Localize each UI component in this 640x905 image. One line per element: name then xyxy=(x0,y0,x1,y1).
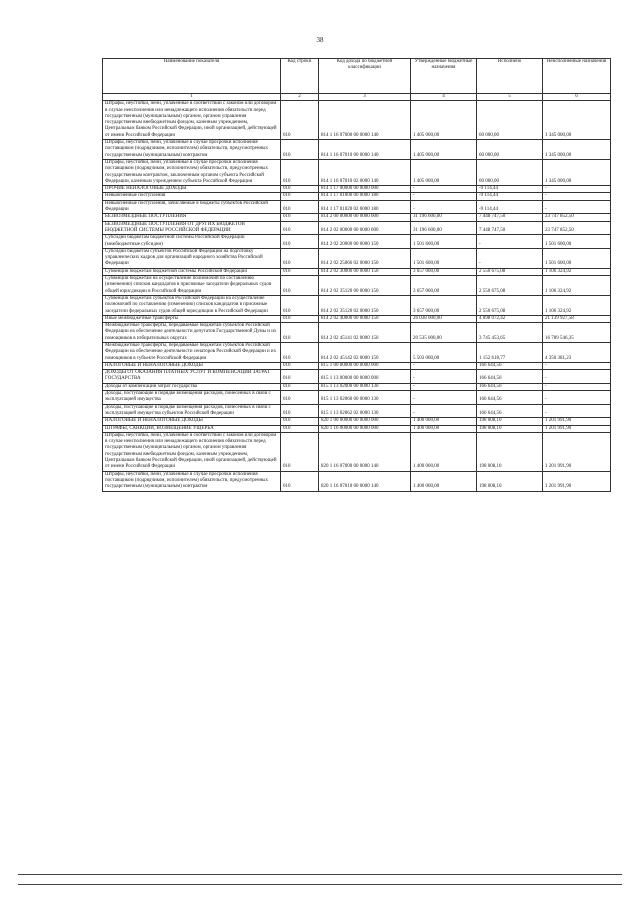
row-name: Штрафы, неустойки, пени, уплаченные в соответствии с законом или договором в случае неисполнения или ненадлежащего исполнения обязательств перед государственным (муниципальным) органом, органом управления государственным внебюджетным фондом, казенным учреждением, Центральным банком Российской Федерации, иной организацией, действующей от имени Российской Федерации xyxy=(103,432,281,471)
row-name: БЕЗВОЗМЕЗДНЫЕ ПОСТУПЛЕНИЯ xyxy=(103,214,281,221)
table-header-row xyxy=(103,59,611,94)
row-income-code: 814 2 02 00000 00 0000 000 xyxy=(319,221,411,235)
row-line-code: 010 xyxy=(281,404,319,418)
row-remaining: 1 201 991,90 xyxy=(543,432,611,471)
row-line-code: 010 xyxy=(281,140,319,160)
column-number: 6 xyxy=(543,94,611,101)
row-name: ШТРАФЫ, САНКЦИИ, ВОЗМЕЩЕНИЕ УЩЕРБА xyxy=(103,425,281,432)
row-approved: - xyxy=(411,193,477,200)
row-executed: 60 000,00 xyxy=(477,101,543,140)
row-approved: - xyxy=(411,362,477,369)
footer-divider xyxy=(18,874,622,875)
row-income-code: 814 2 02 40000 00 0000 150 xyxy=(319,315,411,322)
row-approved: 1 501 600,00 xyxy=(411,248,477,268)
row-income-code: 820 1 16 00000 00 0000 000 xyxy=(319,425,411,432)
row-name: Штрафы, неустойки, пени, уплаченные в случае просрочки исполнения поставщиком (подрядчиком, исполнителем) обязательств, предусмотренных государственным (муниципальным) контрактом xyxy=(103,140,281,160)
row-income-code: 814 2 02 25066 02 0000 150 xyxy=(319,248,411,268)
row-approved: 5 503 000,00 xyxy=(411,342,477,362)
header-name: Наименование показателя xyxy=(103,59,281,94)
table-row xyxy=(103,221,611,235)
table-row xyxy=(103,383,611,390)
row-executed: 2 550 675,08 xyxy=(477,268,543,275)
row-approved: - xyxy=(411,370,477,384)
row-line-code: 010 xyxy=(281,276,319,296)
row-approved: 1 405 000,00 xyxy=(411,101,477,140)
table-row xyxy=(103,200,611,214)
row-remaining: - xyxy=(543,391,611,405)
row-line-code: 010 xyxy=(281,193,319,200)
row-remaining: 21 139 927,58 xyxy=(543,315,611,322)
row-name: НАЛОГОВЫЕ И НЕНАЛОГОВЫЕ ДОХОДЫ xyxy=(103,362,281,369)
row-remaining: 1 201 991,90 xyxy=(543,418,611,425)
row-income-code: 814 2 02 45141 02 0000 150 xyxy=(319,323,411,343)
row-income-code: 814 1 17 01020 02 0000 180 xyxy=(319,200,411,214)
row-executed: 3 745 453,65 xyxy=(477,323,543,343)
row-remaining: 1 501 600,00 xyxy=(543,235,611,249)
row-line-code: 010 xyxy=(281,418,319,425)
row-name: НАЛОГОВЫЕ И НЕНАЛОГОВЫЕ ДОХОДЫ xyxy=(103,418,281,425)
row-executed: 198 008,10 xyxy=(477,425,543,432)
column-number-row xyxy=(103,94,611,101)
column-number: 1 xyxy=(103,94,281,101)
row-line-code: 010 xyxy=(281,370,319,384)
row-income-code: 814 1 16 07010 00 0000 140 xyxy=(319,140,411,160)
row-approved: - xyxy=(411,383,477,390)
row-remaining: - xyxy=(543,362,611,369)
table-row xyxy=(103,391,611,405)
row-line-code: 010 xyxy=(281,248,319,268)
row-executed: 2 550 675,08 xyxy=(477,276,543,296)
row-remaining: - xyxy=(543,383,611,390)
row-remaining: 1 201 991,90 xyxy=(543,471,611,491)
row-executed: 166 644,56 xyxy=(477,370,543,384)
row-name: БЕЗВОЗМЕЗДНЫЕ ПОСТУПЛЕНИЯ ОТ ДРУГИХ БЮДЖЕТОВ БЮДЖЕТНОЙ СИСТЕМЫ РОССИЙСКОЙ ФЕДЕРАЦИИ xyxy=(103,221,281,235)
row-approved: 26 038 000,00 xyxy=(411,315,477,322)
row-income-code: 814 2 02 35120 02 0000 150 xyxy=(319,295,411,315)
row-income-code: 814 2 02 30000 00 0000 150 xyxy=(319,268,411,275)
row-income-code: 815 1 13 02060 00 0000 130 xyxy=(319,391,411,405)
row-executed: 7 448 747,50 xyxy=(477,221,543,235)
row-approved: 1 400 000,00 xyxy=(411,418,477,425)
row-name: Субсидии бюджетам бюджетной системы Российской Федерации (межбюджетные субсидии) xyxy=(103,235,281,249)
row-income-code: 814 1 16 07000 00 0000 140 xyxy=(319,101,411,140)
page-number: 38 xyxy=(316,36,324,44)
header-line-code: Код строки xyxy=(281,59,319,94)
row-remaining: - xyxy=(543,370,611,384)
row-income-code: 814 2 02 35120 00 0000 150 xyxy=(319,276,411,296)
row-name: ПРОЧИЕ НЕНАЛОГОВЫЕ ДОХОДЫ xyxy=(103,186,281,193)
row-income-code: 814 1 17 01000 00 0000 180 xyxy=(319,193,411,200)
row-remaining: - xyxy=(543,404,611,418)
row-remaining: 1 345 000,00 xyxy=(543,140,611,160)
row-remaining: 1 106 324,92 xyxy=(543,295,611,315)
table-row xyxy=(103,140,611,160)
table-row xyxy=(103,276,611,296)
row-line-code: 010 xyxy=(281,425,319,432)
row-remaining: 23 747 852,50 xyxy=(543,214,611,221)
table-row xyxy=(103,214,611,221)
row-executed: -9 114,44 xyxy=(477,193,543,200)
row-executed: 60 000,00 xyxy=(477,159,543,185)
row-name: Невыясненные поступления xyxy=(103,193,281,200)
row-line-code: 010 xyxy=(281,235,319,249)
row-executed: - xyxy=(477,248,543,268)
table-body xyxy=(103,101,611,491)
row-name: Межбюджетные трансферты, передаваемые бюджетам субъектов Российской Федерации на обеспечение деятельности депутатов Государственной Думы и их помощников в избирательных округах xyxy=(103,323,281,343)
table-row xyxy=(103,471,611,491)
table-row xyxy=(103,315,611,322)
row-approved: 1 501 600,00 xyxy=(411,235,477,249)
row-line-code: 010 xyxy=(281,295,319,315)
row-executed: 198 008,10 xyxy=(477,432,543,471)
row-name: Штрафы, неустойки, пени, уплаченные в случае просрочки исполнения поставщиком (подрядчиком, исполнителем) обязательств, предусмотренных государственным контрактом, заключенным органом субъекта Российской Федерации, казенным учреждением субъекта Российской Федерации xyxy=(103,159,281,185)
header-remaining: Неисполненные назначения xyxy=(543,59,611,94)
table-row xyxy=(103,404,611,418)
table-row xyxy=(103,186,611,193)
header-approved: Утвержденные бюджетные назначения xyxy=(411,59,477,94)
table-row xyxy=(103,425,611,432)
row-income-code: 814 2 00 00000 00 0000 000 xyxy=(319,214,411,221)
row-approved: 1 400 000,00 xyxy=(411,471,477,491)
row-remaining: 1 345 000,00 xyxy=(543,101,611,140)
table-row xyxy=(103,193,611,200)
row-line-code: 010 xyxy=(281,471,319,491)
table-row xyxy=(103,342,611,362)
row-income-code: 814 1 17 00000 00 0000 000 xyxy=(319,186,411,193)
row-approved: 31 196 600,00 xyxy=(411,221,477,235)
row-income-code: 820 1 16 07010 00 0000 140 xyxy=(319,471,411,491)
row-approved: - xyxy=(411,391,477,405)
row-approved: 3 657 000,00 xyxy=(411,276,477,296)
column-number: 4 xyxy=(411,94,477,101)
table-row xyxy=(103,268,611,275)
row-income-code: 815 1 13 02000 00 0000 130 xyxy=(319,383,411,390)
row-name: Субсидии бюджетам субъектов Российской Федерации на подготовку управленческих кадров для организаций народного хозяйства Российской Федерации xyxy=(103,248,281,268)
row-income-code: 815 1 00 00000 00 0000 000 xyxy=(319,362,411,369)
row-approved: 1 400 000,00 xyxy=(411,432,477,471)
row-executed: -9 114,44 xyxy=(477,186,543,193)
row-line-code: 010 xyxy=(281,383,319,390)
row-approved: 3 657 000,00 xyxy=(411,295,477,315)
row-income-code: 814 2 02 20000 00 0000 150 xyxy=(319,235,411,249)
row-executed: 2 550 675,08 xyxy=(477,295,543,315)
table-row xyxy=(103,235,611,249)
header-executed: Исполнено xyxy=(477,59,543,94)
row-name: Штрафы, неустойки, пени, уплаченные в соответствии с законом или договором в случае неисполнения или ненадлежащего исполнения обязательств перед государственным (муниципальным) органом, органом управления государственным внебюджетным фондом, казенным учреждением, Центральным банком Российской Федерации, иной организацией, действующей от имени Российской Федерации xyxy=(103,101,281,140)
table-row xyxy=(103,323,611,343)
row-executed: 198 008,10 xyxy=(477,418,543,425)
row-line-code: 010 xyxy=(281,186,319,193)
row-name: Штрафы, неустойки, пени, уплаченные в случае просрочки исполнения поставщиком (подрядчиком, исполнителем) обязательств, предусмотренных государственным (муниципальным) контрактом xyxy=(103,471,281,491)
row-income-code: 820 1 00 00000 00 0000 000 xyxy=(319,418,411,425)
row-remaining: 16 789 546,35 xyxy=(543,323,611,343)
table-row xyxy=(103,418,611,425)
table-row xyxy=(103,432,611,471)
row-executed: 166 644,56 xyxy=(477,391,543,405)
row-income-code: 815 1 13 00000 00 0000 000 xyxy=(319,370,411,384)
row-remaining: 1 345 000,00 xyxy=(543,159,611,185)
column-number: 5 xyxy=(477,94,543,101)
row-income-code: 814 1 16 07010 02 0000 140 xyxy=(319,159,411,185)
table-row xyxy=(103,159,611,185)
row-name: Субвенции бюджетам на осуществление полномочий по составлению (изменению) списков кандидатов в присяжные заседатели федеральных судов общей юрисдикции в Российской Федерации xyxy=(103,276,281,296)
row-executed: 1 152 618,77 xyxy=(477,342,543,362)
row-name: Межбюджетные трансферты, передаваемые бюджетам субъектов Российской Федерации на обеспечение деятельности сенаторов Российской Федерации и их помощников в субъекте Российской Федерации xyxy=(103,342,281,362)
row-approved: - xyxy=(411,200,477,214)
column-number: 2 xyxy=(281,94,319,101)
row-remaining: 4 350 381,23 xyxy=(543,342,611,362)
row-executed: 4 898 072,42 xyxy=(477,315,543,322)
row-executed: 166 644,56 xyxy=(477,404,543,418)
row-line-code: 010 xyxy=(281,342,319,362)
row-name: Иные межбюджетные трансферты xyxy=(103,315,281,322)
row-remaining: 1 501 600,00 xyxy=(543,248,611,268)
row-line-code: 010 xyxy=(281,315,319,322)
table-row xyxy=(103,295,611,315)
row-approved: 1 400 000,00 xyxy=(411,425,477,432)
row-name: Доходы, поступающие в порядке возмещения расходов, понесенных в связи с эксплуатацией имущества субъектов Российской Федерации xyxy=(103,404,281,418)
column-number: 3 xyxy=(319,94,411,101)
table-row xyxy=(103,101,611,140)
row-executed: 7 448 747,50 xyxy=(477,214,543,221)
row-approved: - xyxy=(411,186,477,193)
row-remaining: - xyxy=(543,193,611,200)
row-executed: 198 008,10 xyxy=(477,471,543,491)
row-remaining: - xyxy=(543,186,611,193)
row-approved: 20 535 000,00 xyxy=(411,323,477,343)
row-executed: 166 644,56 xyxy=(477,383,543,390)
row-approved: - xyxy=(411,404,477,418)
row-income-code: 814 2 02 45142 02 0000 150 xyxy=(319,342,411,362)
row-name: Доходы, поступающие в порядке возмещения расходов, понесенных в связи с эксплуатацией имущества xyxy=(103,391,281,405)
row-approved: 1 405 000,00 xyxy=(411,140,477,160)
row-remaining: 23 747 852,50 xyxy=(543,221,611,235)
row-line-code: 010 xyxy=(281,221,319,235)
row-line-code: 010 xyxy=(281,214,319,221)
row-executed: 60 000,00 xyxy=(477,140,543,160)
row-remaining: 1 106 324,92 xyxy=(543,268,611,275)
row-name: Доходы от компенсации затрат государства xyxy=(103,383,281,390)
row-line-code: 010 xyxy=(281,200,319,214)
footer-divider xyxy=(18,884,622,885)
row-executed: 166 644,56 xyxy=(477,362,543,369)
row-line-code: 010 xyxy=(281,268,319,275)
row-remaining: 1 201 991,90 xyxy=(543,425,611,432)
row-executed: - xyxy=(477,235,543,249)
row-name: ДОХОДЫ ОТ ОКАЗАНИЯ ПЛАТНЫХ УСЛУГ И КОМПЕНСАЦИИ ЗАТРАТ ГОСУДАРСТВА xyxy=(103,370,281,384)
row-income-code: 815 1 13 02062 02 0000 130 xyxy=(319,404,411,418)
row-line-code: 010 xyxy=(281,391,319,405)
row-name: Невыясненные поступления, зачисляемые в бюджеты субъектов Российской Федерации xyxy=(103,200,281,214)
header-income-code: Код дохода по бюджетной классификации xyxy=(319,59,411,94)
row-approved: 31 196 600,00 xyxy=(411,214,477,221)
row-line-code: 010 xyxy=(281,101,319,140)
table-row xyxy=(103,362,611,369)
row-line-code: 010 xyxy=(281,362,319,369)
row-name: Субвенции бюджетам бюджетной системы Российской Федерации xyxy=(103,268,281,275)
row-line-code: 010 xyxy=(281,323,319,343)
row-remaining: - xyxy=(543,200,611,214)
revenue-table xyxy=(102,58,611,492)
row-income-code: 820 1 16 07000 00 0000 140 xyxy=(319,432,411,471)
row-approved: 3 657 000,00 xyxy=(411,268,477,275)
row-approved: 1 405 000,00 xyxy=(411,159,477,185)
row-name: Субвенции бюджетам субъектов Российской Федерации на осуществление полномочий по составлению (изменению) списков кандидатов в присяжные заседатели федеральных судов общей юрисдикции в Российской Федерации xyxy=(103,295,281,315)
row-executed: -9 114,44 xyxy=(477,200,543,214)
row-remaining: 1 106 324,92 xyxy=(543,276,611,296)
row-line-code: 010 xyxy=(281,159,319,185)
table-row xyxy=(103,248,611,268)
row-line-code: 010 xyxy=(281,432,319,471)
table-row xyxy=(103,370,611,384)
